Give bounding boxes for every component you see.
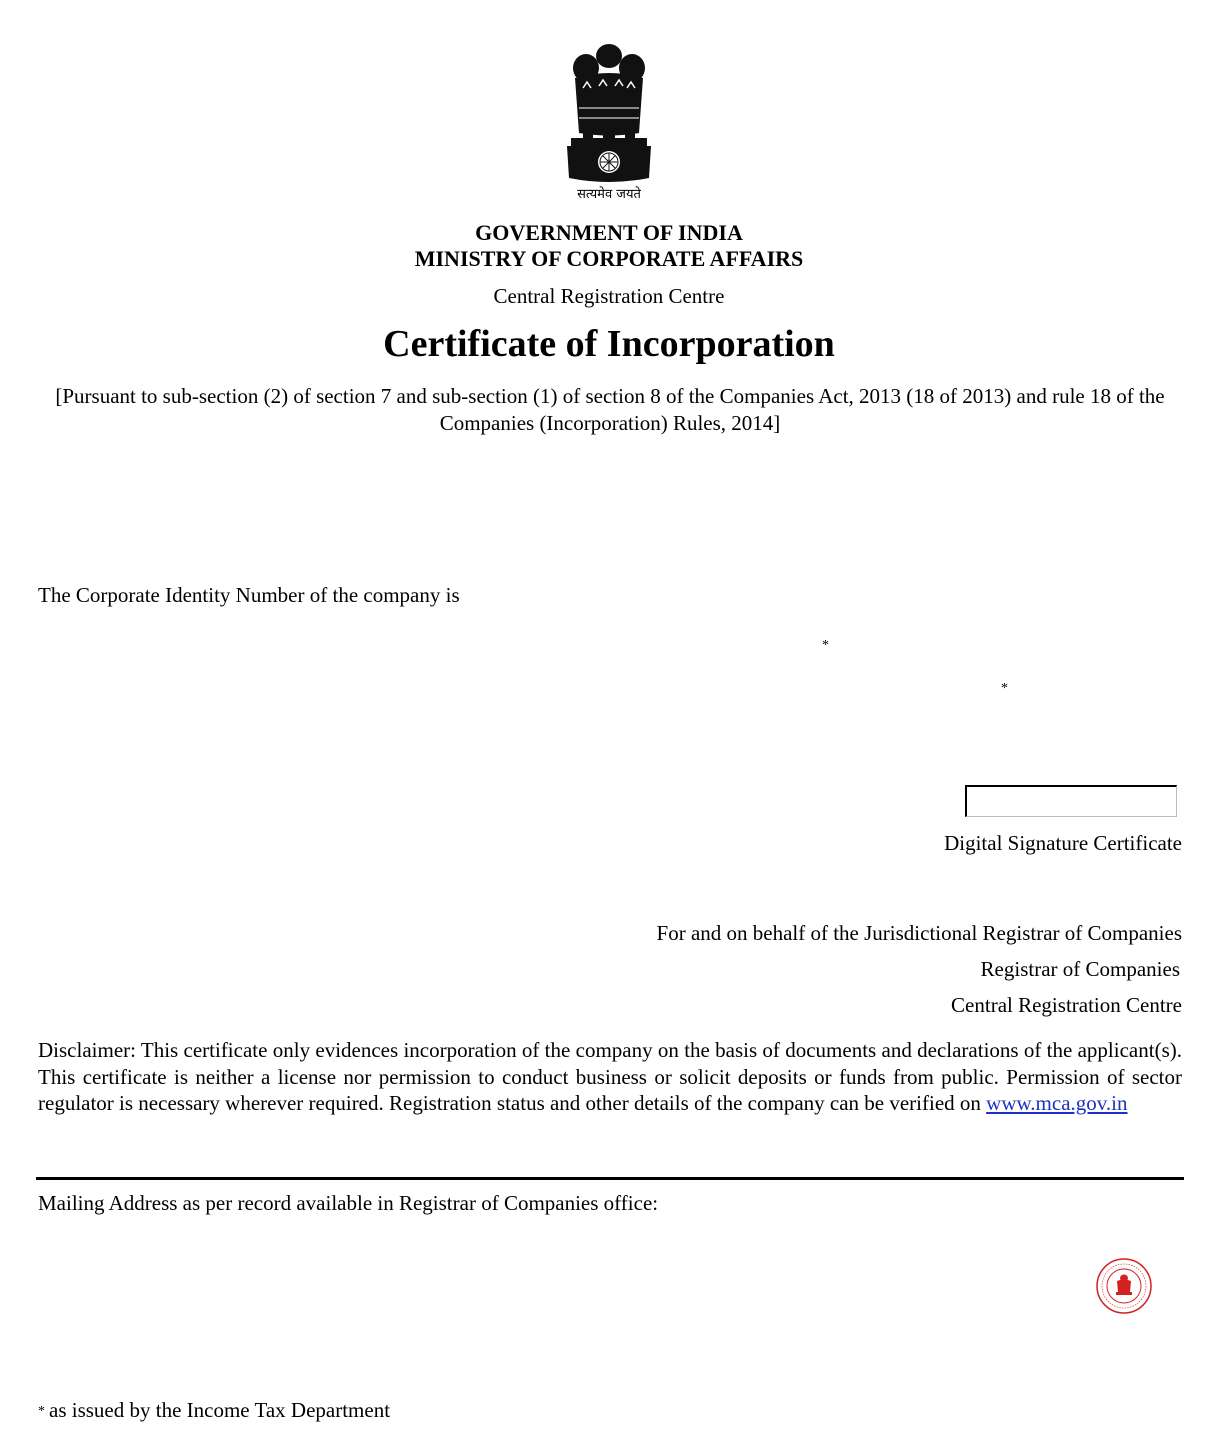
asterisk-marker: *: [1001, 681, 1008, 696]
mca-website-link[interactable]: www.mca.gov.in: [986, 1091, 1128, 1115]
pursuant-text: [Pursuant to sub-section (2) of section 7 and sub-section (1) of section 8 of the Companies Act, 2013 (18 of 2013) and rule 18 of the Companies (Incorporation) Rules, 2014]: [55, 384, 1165, 435]
national-emblem-icon: [553, 38, 665, 200]
registrar-centre: Central Registration Centre: [951, 993, 1182, 1017]
section-divider: [36, 1177, 1184, 1180]
disclaimer-paragraph: [38, 1037, 1182, 1117]
digital-signature-box: [965, 785, 1177, 817]
registration-centre-label: Central Registration Centre: [493, 284, 725, 308]
registrar-seal-icon: [1088, 1256, 1160, 1316]
mailing-address-label: Mailing Address as per record available in Registrar of Companies office:: [38, 1191, 659, 1215]
government-heading: GOVERNMENT OF INDIA: [475, 220, 743, 245]
digital-signature-label: Digital Signature Certificate: [944, 831, 1182, 855]
behalf-text: For and on behalf of the Jurisdictional Registrar of Companies: [656, 921, 1182, 945]
emblem-motto: सत्यमेव जयते: [577, 187, 641, 200]
footnote-asterisk: *: [38, 1404, 45, 1419]
disclaimer-text: Disclaimer: This certificate only evidences incorporation of the company on the basis of documents and declarations of the applicant(s). This certificate is neither a license nor permission to conduct business or solicit deposits or funds from public. Permission of sector regulator is necessary wherever required. Registration status and other details of the company can be verified on: [38, 1038, 1182, 1115]
certificate-title: Certificate of Incorporation: [383, 323, 835, 365]
ministry-heading: MINISTRY OF CORPORATE AFFAIRS: [414, 246, 804, 271]
footnote-text: as issued by the Income Tax Department: [49, 1398, 391, 1422]
registrar-title: Registrar of Companies: [980, 957, 1180, 981]
cin-label: The Corporate Identity Number of the company is: [38, 583, 460, 607]
asterisk-marker: *: [822, 638, 829, 653]
footnote: [38, 1398, 390, 1423]
